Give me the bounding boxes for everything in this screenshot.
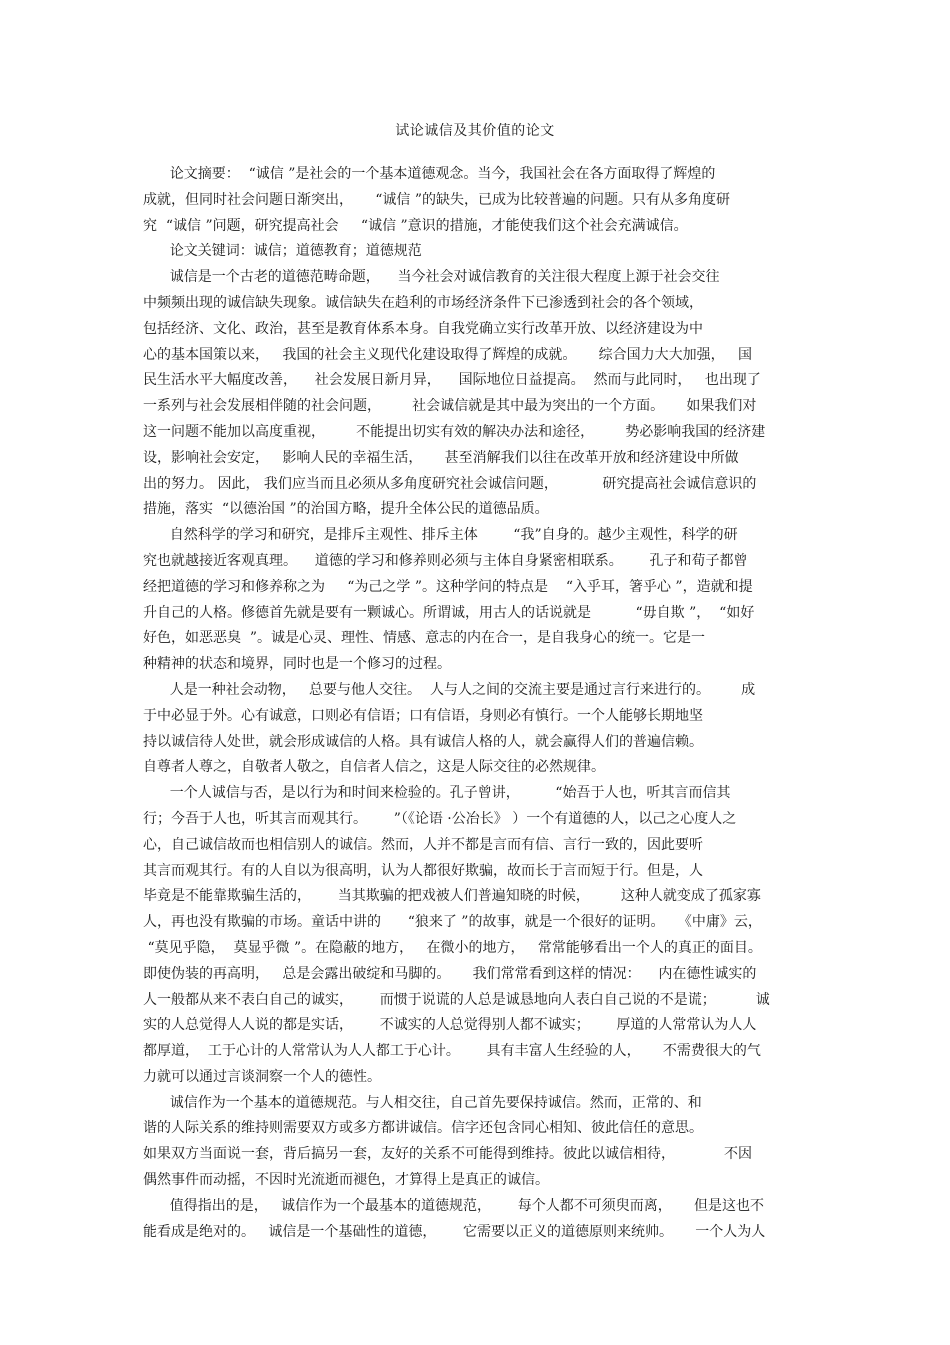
text-line: 论文关键词：诚信；道德教育；道德规范 bbox=[143, 243, 422, 260]
text-line: 偶然事件而动摇，不因时光流逝而褪色，才算得上是真正的诚信。 bbox=[143, 1172, 549, 1189]
text-line: 措施，落实 “以德治国 ”的治国方略，提升全体公民的道德品质。 bbox=[143, 501, 549, 518]
text-line: 心的基本国策以来， 我国的社会主义现代化建设取得了辉煌的成就。 综合国力大大加强， 国 bbox=[143, 346, 752, 363]
text-line: 都厚道， 工于心计的人常常认为人人都工于心计。 具有丰富人生经验的人， 不需费很大的气 bbox=[143, 1043, 761, 1060]
text-line: “莫见乎隐， 莫显乎微 ”。在隐蔽的地方， 在微小的地方， 常常能够看出一个人的真正的面目。 bbox=[143, 939, 762, 956]
text-line: 人是一种社会动物， 总要与他人交往。 人与人之间的交流主要是通过言行来进行的。 成 bbox=[143, 681, 756, 698]
document-title: 试论诚信及其价值的论文 bbox=[395, 123, 555, 139]
text-line: 升自己的人格。修德首先就是要有一颗诚心。所谓诚，用古人的话说就是 “毋自欺 ”， “如好 bbox=[143, 604, 755, 621]
text-line: 值得指出的是， 诚信作为一个最基本的道德规范， 每个人都不可须臾而离， 但是这也不 bbox=[143, 1197, 765, 1214]
text-line: 能看成是绝对的。 诚信是一个基础性的道德， 它需要以正义的道德原则来统帅。 一个人为人 bbox=[143, 1223, 766, 1240]
text-line: 中频频出现的诚信缺失现象。诚信缺失在趋利的市场经济条件下已渗透到社会的各个领域， bbox=[143, 294, 703, 311]
text-line: 行；今吾于人也，听其言而观其行。 ”（《论语 ·公冶长》 ）一个有道德的人，以己之心度人之 bbox=[143, 810, 737, 827]
text-line: 设，影响社会安定， 影响人民的幸福生活， 甚至消解我们以往在改革开放和经济建设中所做 bbox=[143, 449, 739, 466]
text-line: 包括经济、文化、政治，甚至是教育体系本身。自我党确立实行改革开放、以经济建设为中 bbox=[143, 320, 703, 337]
text-line: 如果双方当面说一套，背后搞另一套，友好的关系不可能得到维持。彼此以诚信相待， 不因 bbox=[143, 1146, 752, 1163]
text-line: 其言而观其行。有的人自以为很高明，认为人都很好欺骗，故而长于言而短于行。但是，人 bbox=[143, 862, 703, 879]
text-line: 成就，但同时社会问题日渐突出， “诚信 ”的缺失，已成为比较普遍的问题。只有从多角度研 bbox=[143, 191, 731, 208]
text-line: 自然科学的学习和研究，是排斥主观性、排斥主体 “我”自身的。越少主观性，科学的研 bbox=[143, 527, 738, 544]
text-line: 种精神的状态和境界，同时也是一个修习的过程。 bbox=[143, 656, 451, 673]
text-line: 人一般都从来不表白自己的诚实， 而惯于说谎的人总是诚恳地向人表白自己说的不是谎； 诚 bbox=[143, 991, 770, 1008]
text-line: 究 “诚信 ”问题，研究提高社会 “诚信 ”意识的措施，才能使我们这个社会充满诚信。 bbox=[143, 217, 688, 234]
text-line: 这一问题不能加以高度重视， 不能提出切实有效的解决办法和途径， 势必影响我国的经济建 bbox=[143, 423, 766, 440]
text-line: 即使伪装的再高明， 总是会露出破绽和马脚的。 我们常常看到这样的情况： 内在德性诚实的 bbox=[143, 965, 757, 982]
text-line: 谐的人际关系的维持则需要双方或多方都讲诚信。信字还包含同心相知、彼此信任的意思。 bbox=[143, 1120, 703, 1137]
text-line: 一个人诚信与否，是以行为和时间来检验的。孔子曾讲， “始吾于人也，听其言而信其 bbox=[143, 785, 731, 802]
text-line: 心，自己诚信故而也相信别人的诚信。然而，人并不都是言而有信、言行一致的，因此要听 bbox=[143, 836, 703, 853]
text-line: 究也就越接近客观真理。 道德的学习和修养则必须与主体自身紧密相联系。 孔子和荀子都曾 bbox=[143, 552, 748, 569]
text-line: 诚信作为一个基本的道德规范。与人相交往，自己首先要保持诚信。然而，正常的、和 bbox=[143, 1094, 702, 1111]
text-line: 实的人总觉得人人说的都是实话， 不诚实的人总觉得别人都不诚实； 厚道的人常常认为人人 bbox=[143, 1017, 757, 1034]
text-line: 力就可以通过言谈洞察一个人的德性。 bbox=[143, 1068, 381, 1085]
text-line: 持以诚信待人处世，就会形成诚信的人格。具有诚信人格的人，就会赢得人们的普遍信赖。 bbox=[143, 733, 703, 750]
text-line: 经把道德的学习和修养称之为 “为己之学 ”。这种学问的特点是 “入乎耳，箸乎心 ”，造就和提 bbox=[143, 578, 753, 595]
text-line: 一系列与社会发展相伴随的社会问题， 社会诚信就是其中最为突出的一个方面。 如果我们对 bbox=[143, 398, 757, 415]
text-line: 好色，如恶恶臭 ”。诚是心灵、理性、情感、意志的内在合一，是自我身心的统一。它是一 bbox=[143, 630, 706, 647]
text-line: 民生活水平大幅度改善， 社会发展日新月异， 国际地位日益提高。 然而与此同时， 也出现了 bbox=[143, 372, 761, 389]
text-line: 出的努力。 因此， 我们应当而且必须从多角度研究社会诚信问题， 研究提高社会诚信意识的 bbox=[143, 475, 757, 492]
document-body bbox=[143, 162, 805, 1245]
text-line: 毕竟是不能靠欺骗生活的， 当其欺骗的把戏被人们普遍知晓的时候， 这种人就变成了孤家寡 bbox=[143, 888, 761, 905]
text-line: 于中必显于外。心有诚意，口则必有信语；口有信语，身则必有慎行。一个人能够长期地坚 bbox=[143, 707, 703, 724]
text-line: 论文摘要： “诚信 ”是社会的一个基本道德观念。当今，我国社会在各方面取得了辉煌的 bbox=[143, 166, 716, 182]
text-line: 人，再也没有欺骗的市场。童话中讲的 “狼来了 ”的故事，就是一个很好的证明。 《中庸》云， bbox=[143, 914, 762, 931]
text-line: 诚信是一个古老的道德范畴命题， 当今社会对诚信教育的关注很大程度上源于社会交往 bbox=[143, 269, 720, 286]
text-line: 自尊者人尊之，自敬者人敬之，自信者人信之，这是人际交往的必然规律。 bbox=[143, 759, 605, 776]
